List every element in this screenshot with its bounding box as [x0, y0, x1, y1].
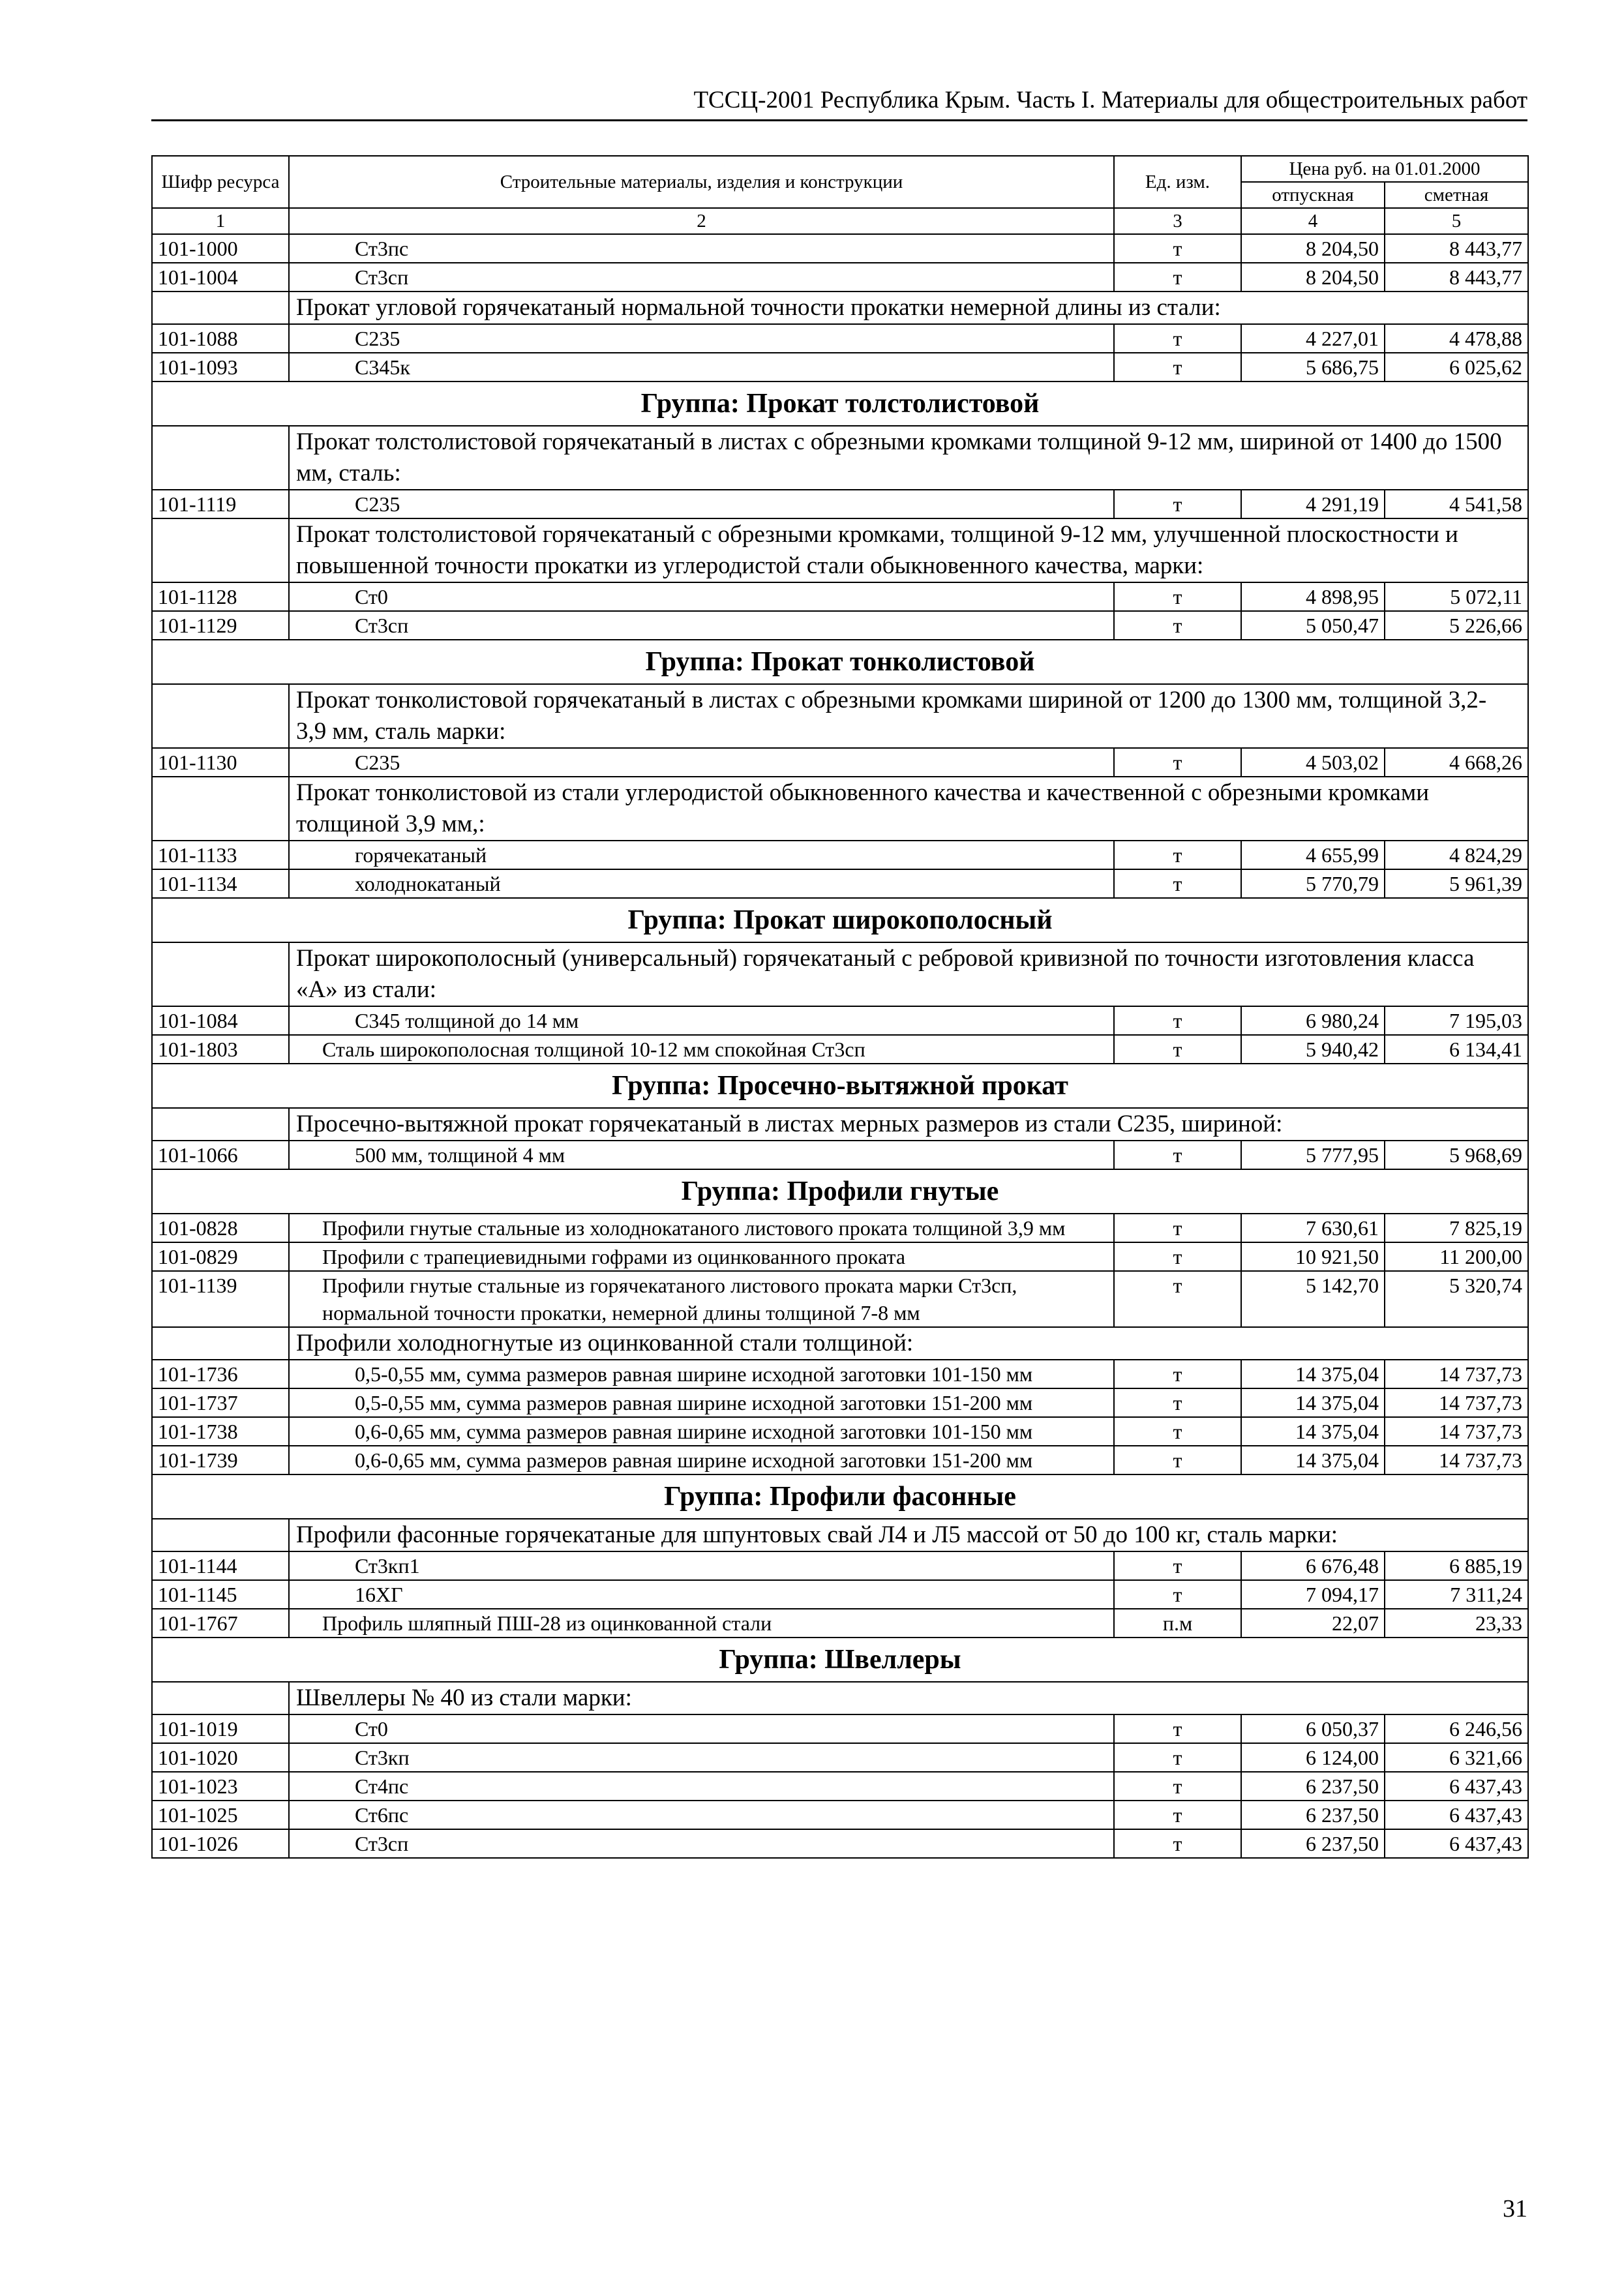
group-heading: Группа: Швеллеры — [152, 1638, 1528, 1682]
group-heading-row — [152, 898, 1528, 942]
release-price: 22,07 — [1241, 1609, 1385, 1638]
release-price: 14 375,04 — [1241, 1446, 1385, 1474]
material-name: горячекатаный — [289, 841, 1114, 869]
column-number: 4 — [1241, 208, 1385, 234]
material-name: Ст3сп — [289, 263, 1114, 292]
group-heading: Группа: Просечно-вытяжной прокат — [152, 1064, 1528, 1108]
material-name: Ст3сп — [289, 611, 1114, 640]
estimate-price: 5 968,69 — [1385, 1141, 1528, 1169]
estimate-price: 6 437,43 — [1385, 1801, 1528, 1829]
estimate-price: 7 311,24 — [1385, 1580, 1528, 1609]
resource-code: 101-1019 — [152, 1714, 289, 1743]
resource-code: 101-0828 — [152, 1214, 289, 1242]
group-heading: Группа: Профили фасонные — [152, 1474, 1528, 1519]
table-row — [152, 1271, 1528, 1327]
subheading-row — [152, 1327, 1528, 1360]
estimate-price: 5 320,74 — [1385, 1271, 1528, 1327]
group-heading-row — [152, 1638, 1528, 1682]
group-heading-row — [152, 640, 1528, 684]
table-row — [152, 1360, 1528, 1388]
resource-code: 101-0829 — [152, 1242, 289, 1271]
unit: т — [1114, 1551, 1241, 1580]
material-name: 0,5-0,55 мм, сумма размеров равная ширине исходной заготовки 151-200 мм — [289, 1388, 1114, 1417]
release-price: 10 921,50 — [1241, 1242, 1385, 1271]
table-row — [152, 1141, 1528, 1169]
estimate-price: 14 737,73 — [1385, 1446, 1528, 1474]
table-row — [152, 1743, 1528, 1772]
unit: т — [1114, 1141, 1241, 1169]
table-row — [152, 353, 1528, 382]
material-name: Профили с трапециевидными гофрами из оцинкованного проката — [289, 1242, 1114, 1271]
resource-code: 101-1739 — [152, 1446, 289, 1474]
table-row — [152, 1242, 1528, 1271]
unit: т — [1114, 1446, 1241, 1474]
estimate-price: 11 200,00 — [1385, 1242, 1528, 1271]
material-name: С345к — [289, 353, 1114, 382]
estimate-price: 6 134,41 — [1385, 1035, 1528, 1064]
table-row — [152, 1388, 1528, 1417]
header-unit: Ед. изм. — [1114, 156, 1241, 208]
release-price: 7 094,17 — [1241, 1580, 1385, 1609]
empty-code-cell — [152, 1327, 289, 1360]
estimate-price: 23,33 — [1385, 1609, 1528, 1638]
resource-code: 101-1803 — [152, 1035, 289, 1064]
resource-code: 101-1066 — [152, 1141, 289, 1169]
column-number: 2 — [289, 208, 1114, 234]
estimate-price: 14 737,73 — [1385, 1388, 1528, 1417]
subheading-row — [152, 777, 1528, 841]
empty-code-cell — [152, 1108, 289, 1141]
estimate-price: 4 668,26 — [1385, 748, 1528, 777]
material-name: 0,6-0,65 мм, сумма размеров равная ширине исходной заготовки 101-150 мм — [289, 1417, 1114, 1446]
material-name: Ст0 — [289, 1714, 1114, 1743]
estimate-price: 6 437,43 — [1385, 1829, 1528, 1858]
release-price: 5 770,79 — [1241, 869, 1385, 898]
table-row — [152, 263, 1528, 292]
material-name: С235 — [289, 490, 1114, 518]
header-estimate: сметная — [1385, 182, 1528, 208]
subheading: Прокат толстолистовой горячекатаный в листах с обрезными кромками толщиной 9-12 мм, шириной от 1400 до 1500 мм, сталь: — [289, 426, 1528, 490]
estimate-price: 6 321,66 — [1385, 1743, 1528, 1772]
unit: т — [1114, 582, 1241, 611]
resource-code: 101-1738 — [152, 1417, 289, 1446]
release-price: 14 375,04 — [1241, 1388, 1385, 1417]
estimate-price: 8 443,77 — [1385, 234, 1528, 263]
group-heading-row — [152, 1474, 1528, 1519]
group-heading: Группа: Профили гнутые — [152, 1169, 1528, 1214]
empty-code-cell — [152, 942, 289, 1006]
material-name: 500 мм, толщиной 4 мм — [289, 1141, 1114, 1169]
resource-code: 101-1119 — [152, 490, 289, 518]
unit: т — [1114, 869, 1241, 898]
release-price: 5 777,95 — [1241, 1141, 1385, 1169]
release-price: 5 686,75 — [1241, 353, 1385, 382]
table-row — [152, 1446, 1528, 1474]
unit: т — [1114, 1035, 1241, 1064]
resource-code: 101-1129 — [152, 611, 289, 640]
unit: т — [1114, 1214, 1241, 1242]
empty-code-cell — [152, 1682, 289, 1714]
table-row — [152, 869, 1528, 898]
page-number: 31 — [1503, 2195, 1527, 2222]
group-heading: Группа: Прокат широкополосный — [152, 898, 1528, 942]
resource-code: 101-1084 — [152, 1006, 289, 1035]
release-price: 4 291,19 — [1241, 490, 1385, 518]
release-price: 7 630,61 — [1241, 1214, 1385, 1242]
subheading-row — [152, 684, 1528, 748]
release-price: 4 503,02 — [1241, 748, 1385, 777]
unit: т — [1114, 748, 1241, 777]
resource-code: 101-1767 — [152, 1609, 289, 1638]
estimate-price: 8 443,77 — [1385, 263, 1528, 292]
release-price: 8 204,50 — [1241, 263, 1385, 292]
table-body — [152, 234, 1528, 1858]
subheading-row — [152, 1519, 1528, 1551]
material-name: Ст3кп1 — [289, 1551, 1114, 1580]
material-name: Ст3сп — [289, 1829, 1114, 1858]
release-price: 6 124,00 — [1241, 1743, 1385, 1772]
estimate-price: 4 541,58 — [1385, 490, 1528, 518]
subheading: Профили фасонные горячекатаные для шпунтовых свай Л4 и Л5 массой от 50 до 100 кг, сталь марки: — [289, 1519, 1528, 1551]
table-row — [152, 1829, 1528, 1858]
release-price: 14 375,04 — [1241, 1360, 1385, 1388]
estimate-price: 7 195,03 — [1385, 1006, 1528, 1035]
estimate-price: 6 437,43 — [1385, 1772, 1528, 1801]
subheading-row — [152, 942, 1528, 1006]
release-price: 6 237,50 — [1241, 1829, 1385, 1858]
material-name: Ст3пс — [289, 234, 1114, 263]
group-heading-row — [152, 1064, 1528, 1108]
material-name: 0,6-0,65 мм, сумма размеров равная ширине исходной заготовки 151-200 мм — [289, 1446, 1114, 1474]
unit: т — [1114, 841, 1241, 869]
table-row — [152, 1006, 1528, 1035]
table-row — [152, 1580, 1528, 1609]
unit: т — [1114, 1417, 1241, 1446]
table-row — [152, 1417, 1528, 1446]
unit: т — [1114, 1801, 1241, 1829]
material-name: Ст4пс — [289, 1772, 1114, 1801]
release-price: 4 655,99 — [1241, 841, 1385, 869]
empty-code-cell — [152, 518, 289, 582]
empty-code-cell — [152, 426, 289, 490]
resource-code: 101-1023 — [152, 1772, 289, 1801]
release-price: 6 237,50 — [1241, 1801, 1385, 1829]
price-table — [151, 155, 1529, 1859]
material-name: С345 толщиной до 14 мм — [289, 1006, 1114, 1035]
estimate-price: 7 825,19 — [1385, 1214, 1528, 1242]
unit: т — [1114, 1006, 1241, 1035]
table-row — [152, 324, 1528, 353]
subheading: Профили холодногнутые из оцинкованной стали толщиной: — [289, 1327, 1528, 1360]
resource-code: 101-1093 — [152, 353, 289, 382]
table-row — [152, 1801, 1528, 1829]
material-name: Сталь широкополосная толщиной 10-12 мм спокойная Ст3сп — [289, 1035, 1114, 1064]
material-name: Профиль шляпный ПШ-28 из оцинкованной стали — [289, 1609, 1114, 1638]
material-name: холоднокатаный — [289, 869, 1114, 898]
group-heading: Группа: Прокат тонколистовой — [152, 640, 1528, 684]
estimate-price: 6 025,62 — [1385, 353, 1528, 382]
unit: т — [1114, 1242, 1241, 1271]
resource-code: 101-1139 — [152, 1271, 289, 1327]
resource-code: 101-1736 — [152, 1360, 289, 1388]
release-price: 6 980,24 — [1241, 1006, 1385, 1035]
column-number: 3 — [1114, 208, 1241, 234]
table-row — [152, 1772, 1528, 1801]
subheading: Прокат толстолистовой горячекатаный с обрезными кромками, толщиной 9-12 мм, улучшенной плоскостности и повышенной точности прокатки из углеродистой стали обыкновенного качества, марки: — [289, 518, 1528, 582]
column-number: 1 — [152, 208, 289, 234]
estimate-price: 5 961,39 — [1385, 869, 1528, 898]
table-row — [152, 1035, 1528, 1064]
header-name: Строительные материалы, изделия и конструкции — [289, 156, 1114, 208]
group-heading-row — [152, 1169, 1528, 1214]
unit: т — [1114, 1772, 1241, 1801]
header-release: отпускная — [1241, 182, 1385, 208]
header-price: Цена руб. на 01.01.2000 — [1241, 156, 1528, 182]
subheading: Прокат тонколистовой из стали углеродистой обыкновенного качества и качественной с обрезными кромками толщиной 3,9 мм,: — [289, 777, 1528, 841]
resource-code: 101-1145 — [152, 1580, 289, 1609]
subheading-row — [152, 292, 1528, 324]
empty-code-cell — [152, 777, 289, 841]
estimate-price: 14 737,73 — [1385, 1360, 1528, 1388]
estimate-price: 4 478,88 — [1385, 324, 1528, 353]
table-row — [152, 1714, 1528, 1743]
material-name: С235 — [289, 324, 1114, 353]
subheading-row — [152, 518, 1528, 582]
group-heading: Группа: Прокат толстолистовой — [152, 382, 1528, 426]
resource-code: 101-1144 — [152, 1551, 289, 1580]
unit: т — [1114, 1271, 1241, 1327]
header-rule — [151, 119, 1527, 121]
table-row — [152, 234, 1528, 263]
estimate-price: 6 885,19 — [1385, 1551, 1528, 1580]
material-name: 0,5-0,55 мм, сумма размеров равная ширине исходной заготовки 101-150 мм — [289, 1360, 1114, 1388]
table-row — [152, 841, 1528, 869]
table-row — [152, 582, 1528, 611]
table-row — [152, 490, 1528, 518]
unit: т — [1114, 490, 1241, 518]
unit: п.м — [1114, 1609, 1241, 1638]
release-price: 14 375,04 — [1241, 1417, 1385, 1446]
estimate-price: 14 737,73 — [1385, 1417, 1528, 1446]
empty-code-cell — [152, 1519, 289, 1551]
header-code: Шифр ресурса — [152, 156, 289, 208]
subheading: Прокат тонколистовой горячекатаный в листах с обрезными кромками шириной от 1200 до 1300 мм, толщиной 3,2-3,9 мм, сталь марки: — [289, 684, 1528, 748]
resource-code: 101-1130 — [152, 748, 289, 777]
table-row — [152, 1214, 1528, 1242]
release-price: 5 940,42 — [1241, 1035, 1385, 1064]
unit: т — [1114, 611, 1241, 640]
unit: т — [1114, 1743, 1241, 1772]
table-header — [152, 156, 1528, 234]
release-price: 6 676,48 — [1241, 1551, 1385, 1580]
material-name: Ст3кп — [289, 1743, 1114, 1772]
unit: т — [1114, 1360, 1241, 1388]
table-row — [152, 611, 1528, 640]
release-price: 8 204,50 — [1241, 234, 1385, 263]
material-name: С235 — [289, 748, 1114, 777]
subheading: Просечно-вытяжной прокат горячекатаный в листах мерных размеров из стали С235, шириной: — [289, 1108, 1528, 1141]
unit: т — [1114, 1714, 1241, 1743]
subheading: Прокат угловой горячекатаный нормальной точности прокатки немерной длины из стали: — [289, 292, 1528, 324]
resource-code: 101-1133 — [152, 841, 289, 869]
subheading: Швеллеры № 40 из стали марки: — [289, 1682, 1528, 1714]
unit: т — [1114, 263, 1241, 292]
column-numbers-row — [152, 208, 1528, 234]
material-name: Профили гнутые стальные из холоднокатаного листового проката толщиной 3,9 мм — [289, 1214, 1114, 1242]
material-name: Ст6пс — [289, 1801, 1114, 1829]
subheading-row — [152, 426, 1528, 490]
resource-code: 101-1020 — [152, 1743, 289, 1772]
column-number: 5 — [1385, 208, 1528, 234]
unit: т — [1114, 1388, 1241, 1417]
estimate-price: 4 824,29 — [1385, 841, 1528, 869]
subheading-row — [152, 1108, 1528, 1141]
running-header: ТССЦ-2001 Республика Крым. Часть I. Материалы для общестроительных работ — [693, 87, 1527, 113]
subheading-row — [152, 1682, 1528, 1714]
material-name: Профили гнутые стальные из горячекатаного листового проката марки Ст3сп, нормальной точности прокатки, немерной длины толщиной 7-8 мм — [289, 1271, 1114, 1327]
empty-code-cell — [152, 684, 289, 748]
release-price: 4 898,95 — [1241, 582, 1385, 611]
resource-code: 101-1737 — [152, 1388, 289, 1417]
unit: т — [1114, 353, 1241, 382]
resource-code: 101-1128 — [152, 582, 289, 611]
group-heading-row — [152, 382, 1528, 426]
estimate-price: 5 226,66 — [1385, 611, 1528, 640]
estimate-price: 6 246,56 — [1385, 1714, 1528, 1743]
empty-code-cell — [152, 292, 289, 324]
resource-code: 101-1025 — [152, 1801, 289, 1829]
resource-code: 101-1000 — [152, 234, 289, 263]
resource-code: 101-1004 — [152, 263, 289, 292]
release-price: 5 142,70 — [1241, 1271, 1385, 1327]
release-price: 4 227,01 — [1241, 324, 1385, 353]
release-price: 6 237,50 — [1241, 1772, 1385, 1801]
unit: т — [1114, 1580, 1241, 1609]
resource-code: 101-1088 — [152, 324, 289, 353]
table-row — [152, 1551, 1528, 1580]
subheading: Прокат широкополосный (универсальный) горячекатаный с ребровой кривизной по точности изготовления класса «А» из стали: — [289, 942, 1528, 1006]
unit: т — [1114, 1829, 1241, 1858]
material-name: Ст0 — [289, 582, 1114, 611]
resource-code: 101-1134 — [152, 869, 289, 898]
release-price: 5 050,47 — [1241, 611, 1385, 640]
release-price: 6 050,37 — [1241, 1714, 1385, 1743]
material-name: 16ХГ — [289, 1580, 1114, 1609]
unit: т — [1114, 324, 1241, 353]
table-row — [152, 1609, 1528, 1638]
estimate-price: 5 072,11 — [1385, 582, 1528, 611]
table-row — [152, 748, 1528, 777]
unit: т — [1114, 234, 1241, 263]
resource-code: 101-1026 — [152, 1829, 289, 1858]
